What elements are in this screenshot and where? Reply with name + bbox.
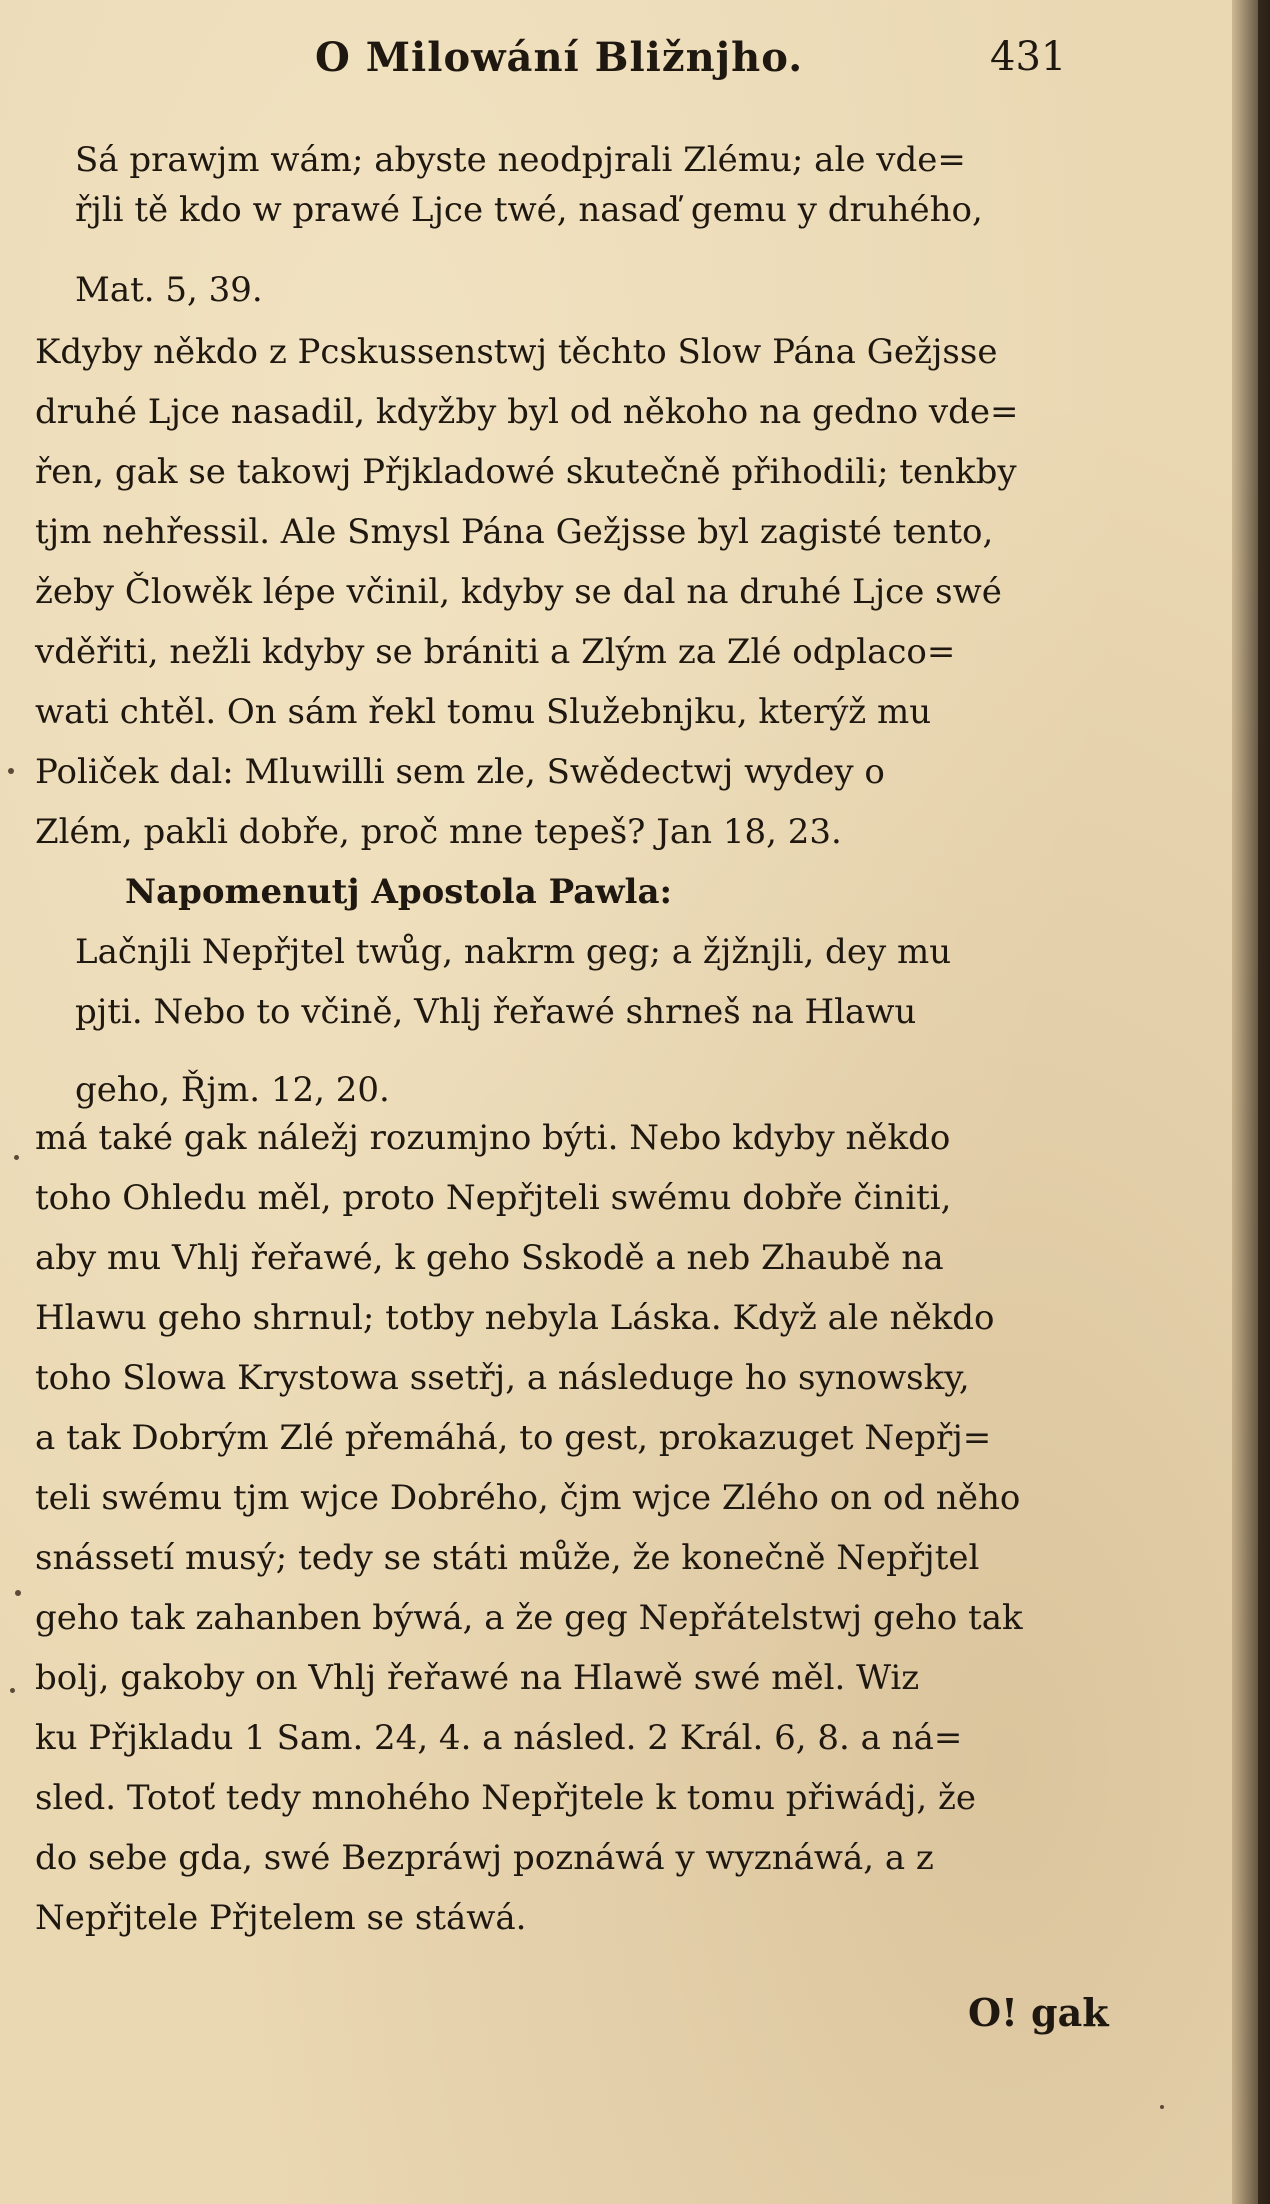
- text-line: Kdyby někdo z Pcskussenstwj těchto Slow Pána Gežjsse: [35, 332, 998, 372]
- text-line: Mat. 5, 39.: [75, 270, 263, 310]
- paper-speck: [14, 1155, 19, 1160]
- text-line: druhé Ljce nasadil, kdyžby byl od někoho na gedno vde=: [35, 392, 1019, 432]
- running-title: O Milowání Bližnjho.: [315, 34, 804, 81]
- text-line: ku Přjkladu 1 Sam. 24, 4. a násled. 2 Král. 6, 8. a ná=: [35, 1718, 963, 1758]
- catchword: O! gak: [968, 1990, 1109, 2035]
- text-line: a tak Dobrým Zlé přemáhá, to gest, prokazuget Nepřj=: [35, 1418, 992, 1458]
- text-line: vděřiti, nežli kdyby se brániti a Zlým za Zlé odplaco=: [35, 632, 956, 672]
- page-number: 431: [990, 34, 1067, 80]
- paper-speck: [1160, 2105, 1164, 2109]
- text-line: geho tak zahanben býwá, a že geg Nepřátelstwj geho tak: [35, 1598, 1023, 1638]
- text-line: žeby Člowěk lépe včinil, kdyby se dal na druhé Ljce swé: [35, 572, 1002, 612]
- text-line: řen, gak se takowj Přjkladowé skutečně přihodili; tenkby: [35, 452, 1017, 492]
- text-line: Napomenutj Apostola Pawla:: [125, 872, 673, 912]
- text-line: snássetí musý; tedy se státi může, že konečně Nepřjtel: [35, 1538, 980, 1578]
- text-line: toho Ohledu měl, proto Nepřjteli swému dobře činiti,: [35, 1178, 952, 1218]
- text-line: Zlém, pakli dobře, proč mne tepeš? Jan 18, 23.: [35, 812, 842, 852]
- text-line: Nepřjtele Přjtelem se stáwá.: [35, 1898, 527, 1938]
- text-line: geho, Řjm. 12, 20.: [75, 1070, 390, 1110]
- text-line: má také gak náležj rozumjno býti. Nebo kdyby někdo: [35, 1118, 951, 1158]
- text-line: teli swému tjm wjce Dobrého, čjm wjce Zlého on od něho: [35, 1478, 1021, 1518]
- text-line: wati chtěl. On sám řekl tomu Služebnjku, kterýž mu: [35, 692, 932, 732]
- paper-speck: [15, 1590, 21, 1596]
- text-line: aby mu Vhlj řeřawé, k geho Sskodě a neb Zhaubě na: [35, 1238, 944, 1278]
- text-line: Lačnjli Nepřjtel twůg, nakrm geg; a žjžnjli, dey mu: [75, 932, 952, 972]
- text-line: do sebe gda, swé Bezpráwj poznáwá y wyznáwá, a z: [35, 1838, 934, 1878]
- text-line: Poliček dal: Mluwilli sem zle, Swědectwj wydey o: [35, 752, 885, 792]
- text-line: pjti. Nebo to včině, Vhlj řeřawé shrneš na Hlawu: [75, 992, 917, 1032]
- text-line: Sá prawjm wám; abyste neodpjrali Zlému; ale vde=: [75, 140, 966, 180]
- text-line: toho Slowa Krystowa ssetřj, a následuge ho synowsky,: [35, 1358, 970, 1398]
- text-line: řjli tě kdo w prawé Ljce twé, nasaď gemu y druhého,: [75, 190, 983, 230]
- text-line: sled. Totoť tedy mnohého Nepřjtele k tomu přiwádj, že: [35, 1778, 977, 1818]
- paper-speck: [10, 1688, 15, 1693]
- text-line: bolj, gakoby on Vhlj řeřawé na Hlawě swé měl. Wiz: [35, 1658, 920, 1698]
- page-edge-shadow: [1232, 0, 1270, 2204]
- text-line: tjm nehřessil. Ale Smysl Pána Gežjsse byl zagisté tento,: [35, 512, 994, 552]
- paper-speck: [8, 768, 14, 774]
- text-line: Hlawu geho shrnul; totby nebyla Láska. Když ale někdo: [35, 1298, 995, 1338]
